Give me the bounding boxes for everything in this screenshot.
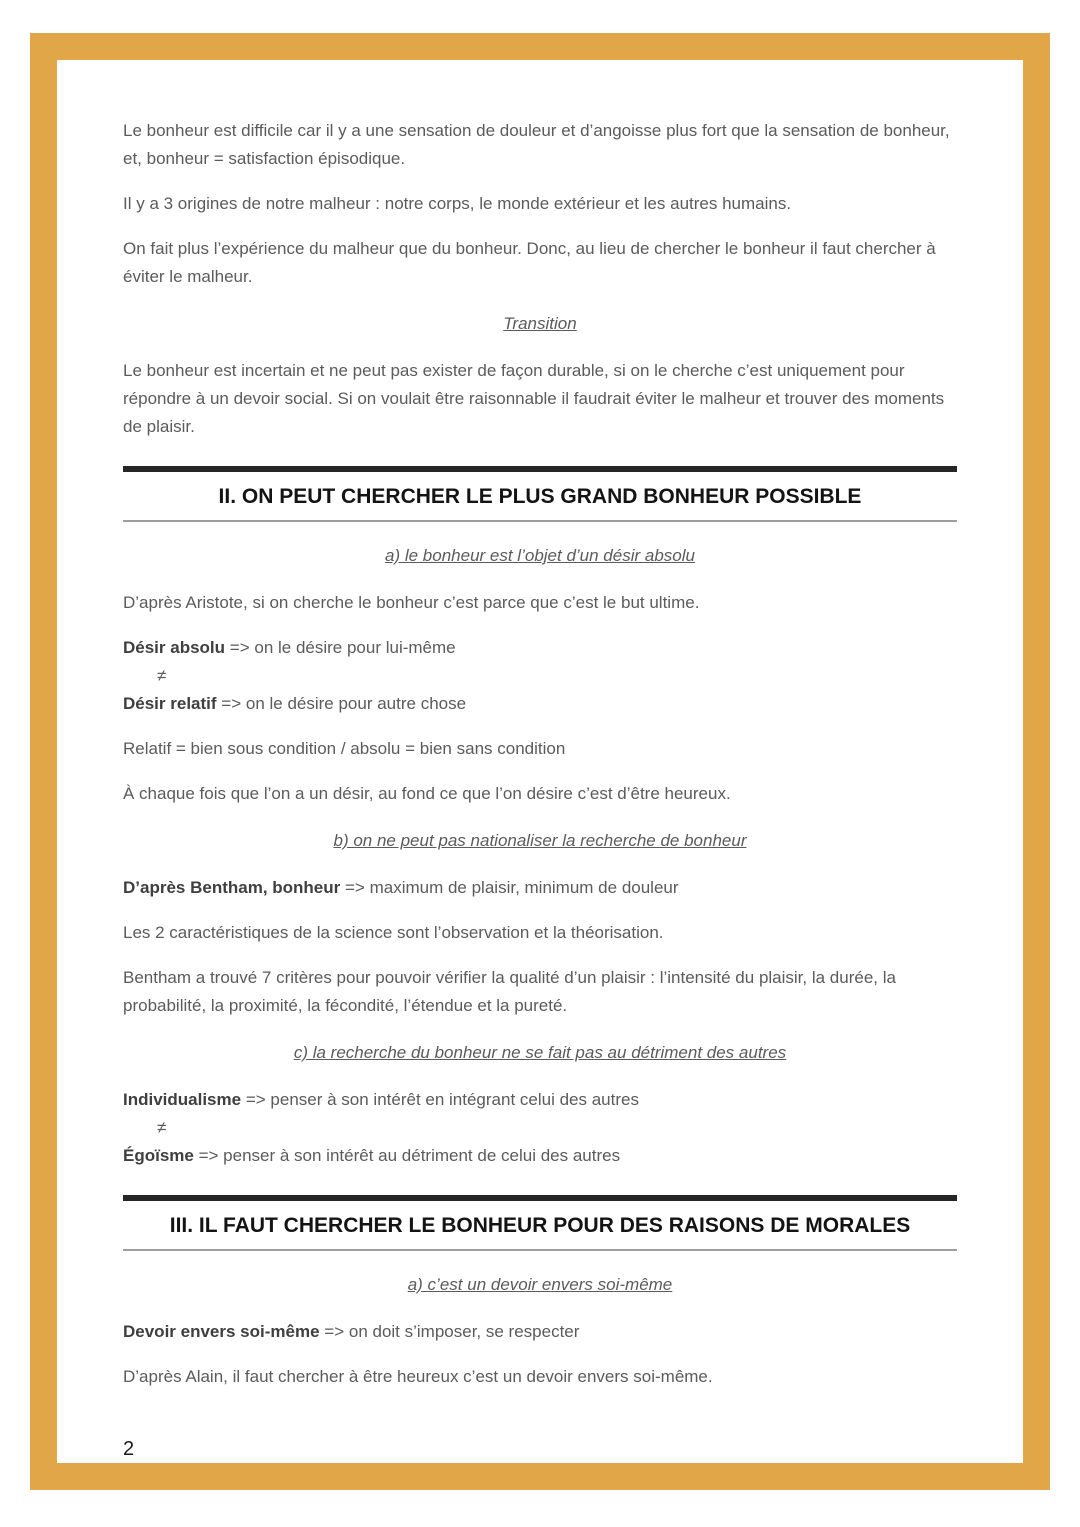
subsection-heading-c: c) la recherche du bonheur ne se fait pas au détriment des autres bbox=[293, 1043, 787, 1062]
subsection-heading-b: b) on ne peut pas nationaliser la recherche de bonheur bbox=[333, 831, 747, 850]
paragraph: D’après Aristote, si on cherche le bonheur c’est parce que c’est le but ultime. bbox=[123, 593, 700, 612]
section-title: III. IL FAUT CHERCHER LE BONHEUR POUR DES RAISONS DE MORALES bbox=[169, 1214, 911, 1237]
section-rule-top bbox=[123, 1195, 957, 1201]
section-title: II. ON PEUT CHERCHER LE PLUS GRAND BONHEUR POSSIBLE bbox=[218, 485, 862, 508]
paragraph: À chaque fois que l’on a un désir, au fond ce que l’on désire c’est d’être heureux. bbox=[123, 784, 731, 803]
section-rule-top bbox=[123, 466, 957, 472]
page-number: 2 bbox=[123, 1438, 135, 1460]
definition-term: Désir absolu bbox=[123, 638, 226, 657]
paragraph: On fait plus l’expérience du malheur que du bonheur. Donc, au lieu de chercher le bonheur il faut chercher à éviter le malheur. bbox=[123, 239, 936, 286]
definition-term: D’après Bentham, bonheur bbox=[123, 878, 341, 897]
document-page bbox=[57, 60, 1023, 1461]
paragraph: Les 2 caractéristiques de la science sont l’observation et la théorisation. bbox=[123, 923, 664, 942]
definition-term: Désir relatif bbox=[123, 694, 217, 713]
paragraph: Il y a 3 origines de notre malheur : notre corps, le monde extérieur et les autres humains. bbox=[123, 194, 792, 213]
definition-term: Égoïsme bbox=[123, 1146, 194, 1165]
definition-text: => on le désire pour lui-même bbox=[229, 638, 456, 657]
definition-text: => maximum de plaisir, minimum de douleur bbox=[345, 878, 679, 897]
paragraph: Le bonheur est difficile car il y a une sensation de douleur et d’angoisse plus fort que la sensation de bonheur, et, bonheur = satisfaction épisodique. bbox=[123, 121, 950, 168]
definition-line bbox=[123, 874, 957, 902]
definition-block bbox=[123, 874, 957, 902]
definition-block bbox=[123, 1318, 957, 1346]
definition-line bbox=[123, 1142, 957, 1170]
definition-text: => penser à son intérêt en intégrant celui des autres bbox=[245, 1090, 639, 1109]
definition-line bbox=[123, 690, 957, 718]
section-heading-3 bbox=[123, 1195, 957, 1251]
definition-block bbox=[123, 1086, 957, 1170]
section-heading-2 bbox=[123, 466, 957, 522]
definition-text: => on doit s’imposer, se respecter bbox=[324, 1322, 580, 1341]
section-rule-bottom bbox=[123, 520, 957, 522]
definition-line bbox=[123, 634, 957, 662]
section-rule-bottom bbox=[123, 1249, 957, 1251]
transition-heading: Transition bbox=[503, 314, 577, 333]
subsection-heading-a: a) le bonheur est l’objet d’un désir absolu bbox=[385, 546, 695, 565]
definition-term: Individualisme bbox=[123, 1090, 242, 1109]
definition-text: => penser à son intérêt au détriment de celui des autres bbox=[198, 1146, 621, 1165]
not-equal-symbol: ≠ bbox=[157, 666, 167, 685]
page-frame bbox=[30, 33, 1050, 1490]
paragraph: Relatif = bien sous condition / absolu = bien sans condition bbox=[123, 739, 566, 758]
definition-block bbox=[123, 634, 957, 718]
paragraph: Le bonheur est incertain et ne peut pas exister de façon durable, si on le cherche c’est uniquement pour répondre à un devoir social. Si on voulait être raisonnable il faudrait éviter le malheur et trouver des moments de plaisir. bbox=[123, 361, 945, 436]
definition-term: Devoir envers soi-même bbox=[123, 1322, 320, 1341]
not-equal-symbol: ≠ bbox=[157, 1118, 167, 1137]
definition-line bbox=[123, 1086, 957, 1114]
definition-text: => on le désire pour autre chose bbox=[221, 694, 467, 713]
subsection-heading-a: a) c’est un devoir envers soi-même bbox=[407, 1275, 673, 1294]
definition-line bbox=[123, 1318, 957, 1346]
paragraph: Bentham a trouvé 7 critères pour pouvoir vérifier la qualité d’un plaisir : l’intensité du plaisir, la durée, la probabilité, la proximité, la fécondité, l’étendue et la pureté. bbox=[123, 968, 896, 1015]
paragraph: D’après Alain, il faut chercher à être heureux c’est un devoir envers soi-même. bbox=[123, 1367, 713, 1386]
